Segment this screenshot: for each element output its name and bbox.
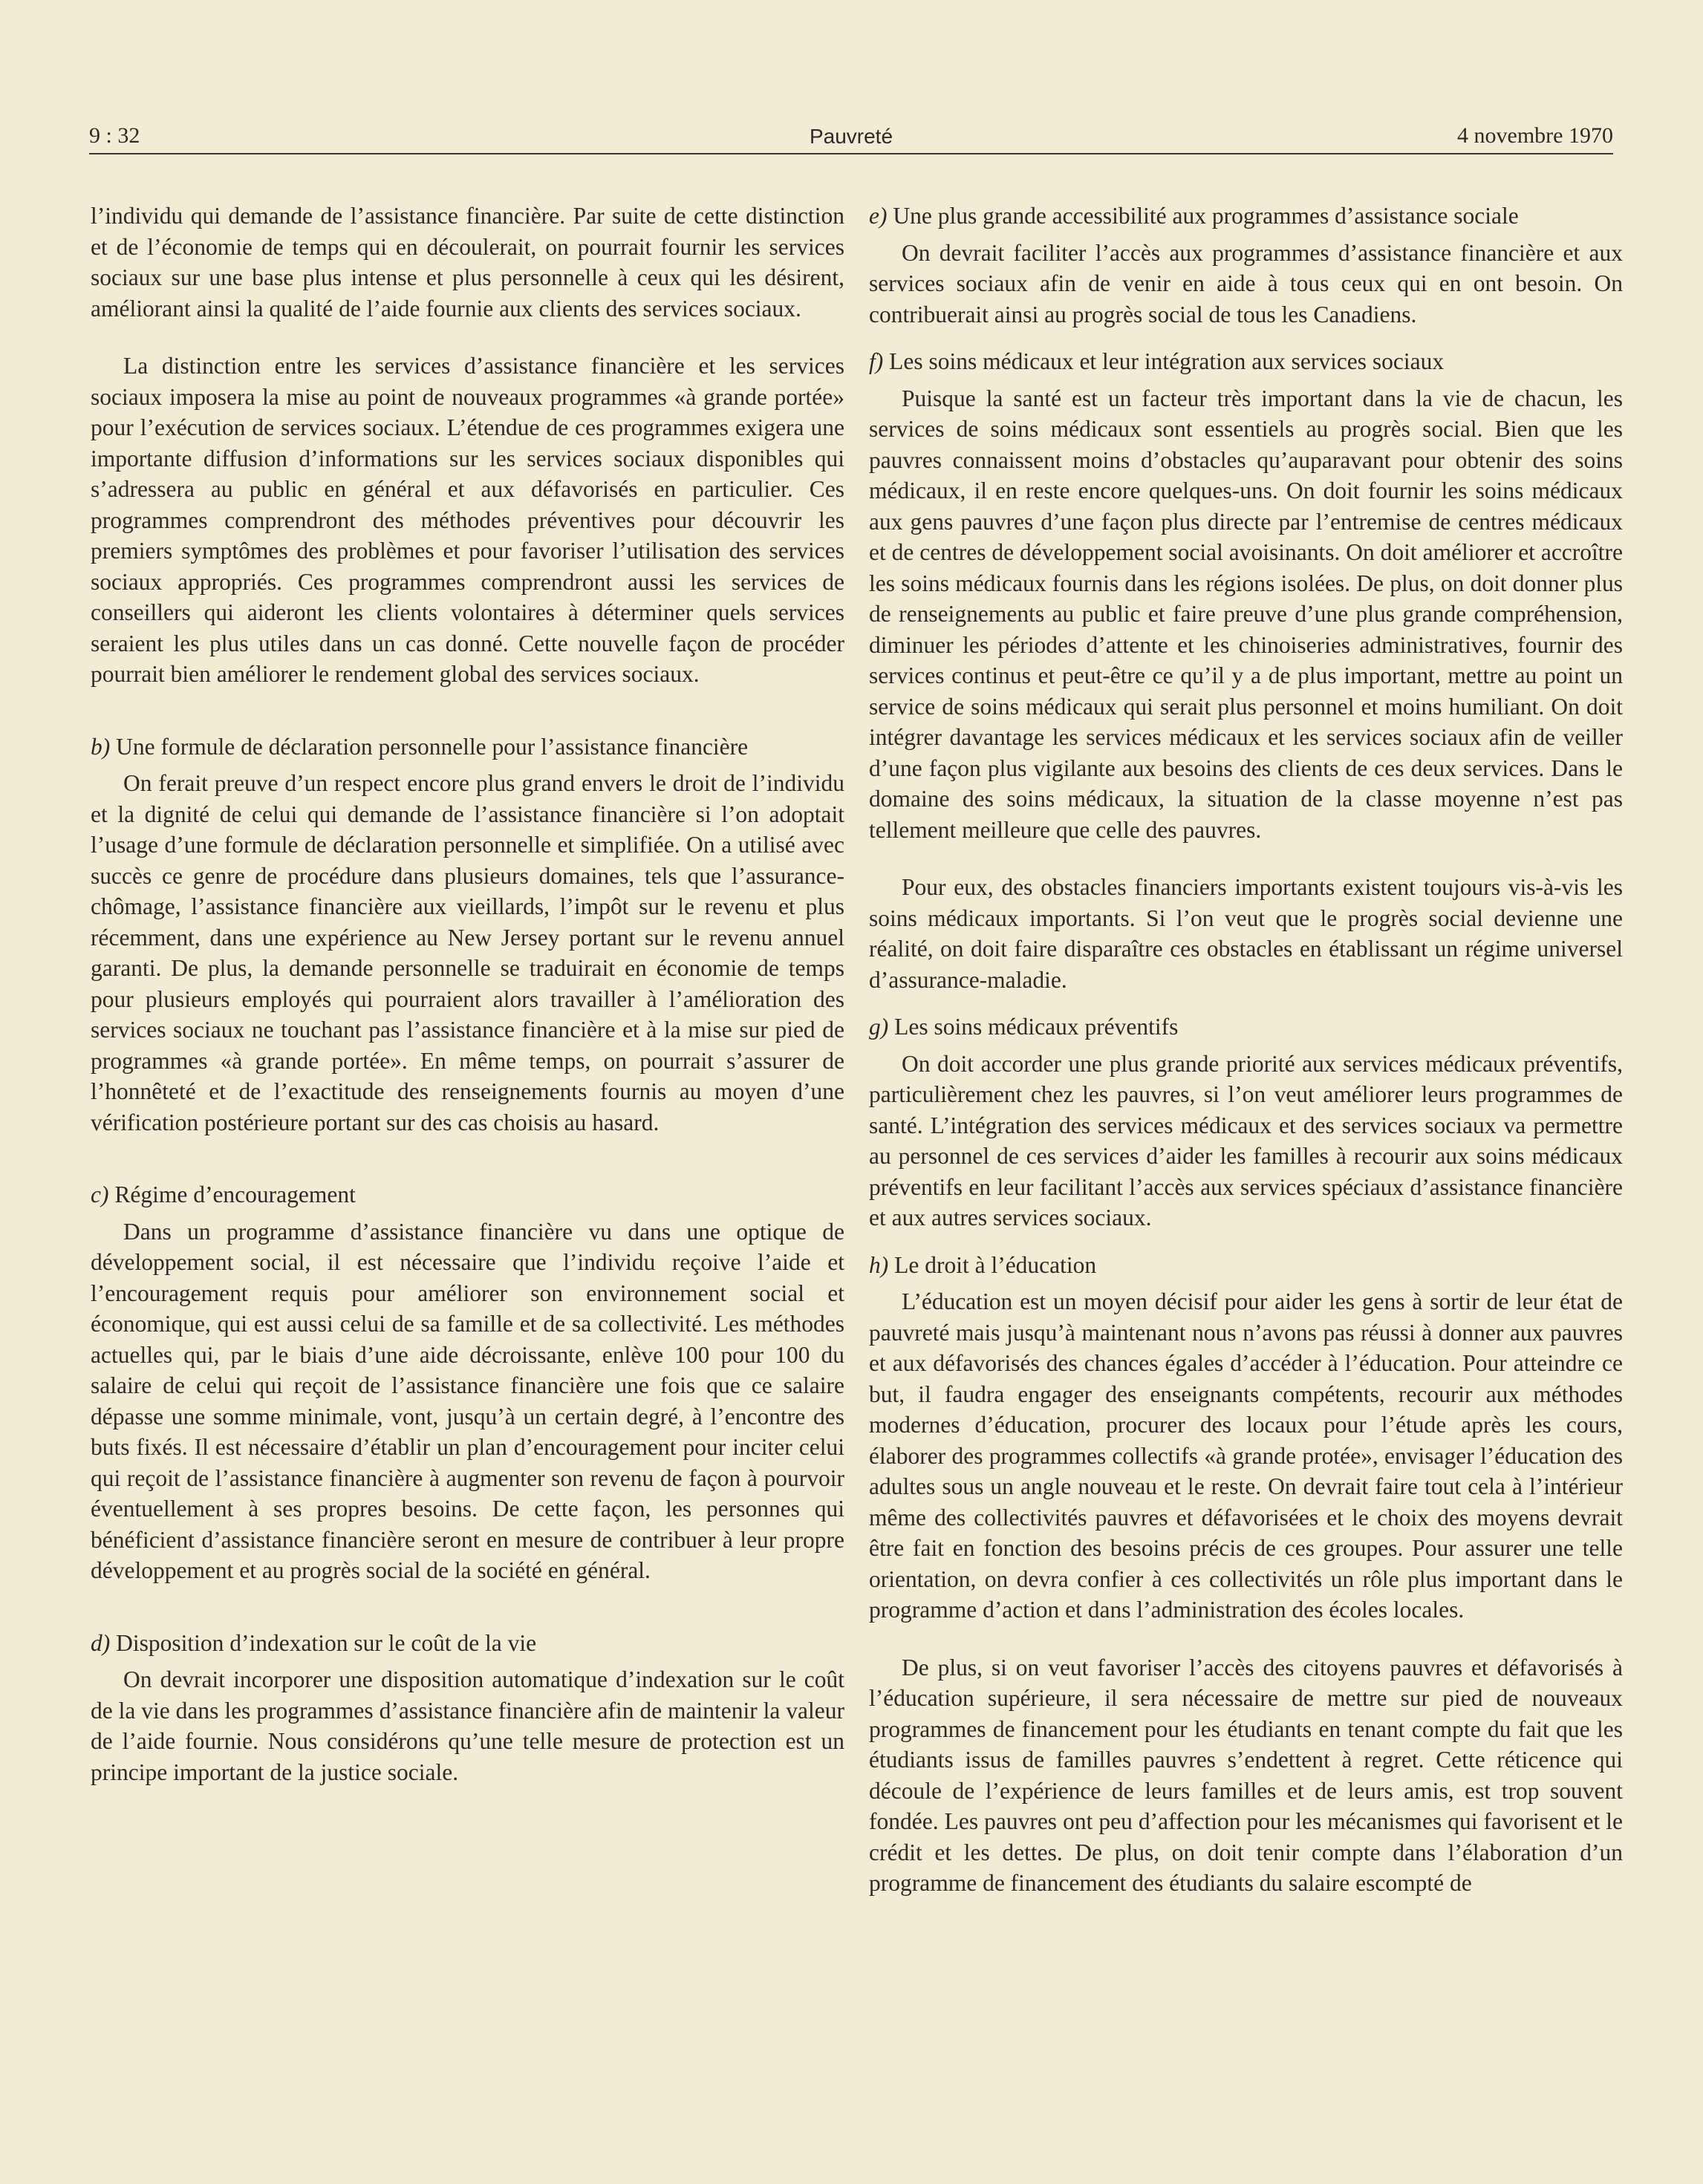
- section-heading-d: [91, 1628, 844, 1659]
- section-letter: d): [91, 1629, 111, 1656]
- section-title: Le droit à l’éducation: [894, 1251, 1097, 1278]
- section-letter: b): [91, 733, 111, 760]
- section-title: Les soins médicaux et leur intégration aux services sociaux: [889, 348, 1445, 374]
- paragraph: Puisque la santé est un facteur très important dans la vie de chacun, les services de soins médicaux sont essentiels au progrès social. Bien que les pauvres connaissent moins d’obstacles qu’auparavant pour obtenir des soins médicaux, il en reste encore quelques-uns. On doit fournir les soins médicaux aux gens pauvres d’une façon plus directe par l’entremise de centres médicaux et de centres de développement social avoisinants. On doit améliorer et accroître les soins médicaux fournis dans les régions isolées. De plus, on doit donner plus de renseignements au public et faire preuve d’une plus grande compréhension, diminuer les périodes d’attente et les chinoiseries administratives, fournir des services continus et peut-être ce qu’il y a de plus important, mettre au point un service de soins médicaux qui serait plus personnel et moins humiliant. On doit intégrer davantage les services médicaux et les services sociaux afin de veiller d’une façon plus vigilante aux besoins des clients de ces deux services. Dans le domaine des soins médicaux, la situation de la classe moyenne n’est pas tellement meilleure que celle des pauvres.: [869, 385, 1623, 843]
- paragraph: On devrait faciliter l’accès aux programmes d’assistance financière et aux services sociaux afin de venir en aide à tous ceux qui en ont besoin. On contribuerait ainsi au progrès social de tous les Canadiens.: [869, 239, 1623, 327]
- paragraph: On doit accorder une plus grande priorité aux services médicaux préventifs, particulièrement chez les pauvres, si l’on veut améliorer leurs programmes de santé. L’intégration des services médicaux et des services sociaux va permettre au personnel de ces services d’aider les familles à recourir aux soins médicaux préventifs en leur facilitant l’accès aux services spéciaux d’assistance financière et aux autres services sociaux.: [869, 1050, 1623, 1230]
- section-heading-g: [869, 1011, 1623, 1043]
- section-heading-h: [869, 1250, 1623, 1281]
- section-title: Une formule de déclaration personnelle pour l’assistance financière: [116, 733, 749, 760]
- paragraph: De plus, si on veut favoriser l’accès des citoyens pauvres et défavorisés à l’éducation supérieure, il sera nécessaire de mettre sur pied de nouveaux programmes de financement pour les étudiants en tenant compte du fait que les étudiants issus de familles pauvres s’endettent à regret. Cette réticence qui découle de l’expérience de leurs familles et de leurs amis, est trop souvent fondée. Les pauvres ont peu d’affection pour les mécanismes qui favorisent et le crédit et les dettes. De plus, on doit tenir compte dans l’élaboration d’un programme de financement des étudiants du salaire escompté de: [869, 1654, 1623, 1896]
- section-title: Disposition d’indexation sur le coût de la vie: [116, 1629, 537, 1656]
- section-title: Les soins médicaux préventifs: [894, 1014, 1179, 1040]
- header-date: 4 novembre 1970: [1457, 123, 1613, 148]
- paragraph: Pour eux, des obstacles financiers importants existent toujours vis-à-vis les soins médicaux importants. Si l’on veut que le progrès social devienne une réalité, on doit faire disparaître ces obstacles en établissant un régime universel d’assurance-maladie.: [869, 874, 1623, 993]
- right-column: [869, 201, 1623, 1899]
- section-title: Une plus grande accessibilité aux programmes d’assistance sociale: [893, 203, 1519, 229]
- paragraph-continued: l’individu qui demande de l’assistance financière. Par suite de cette distinction et de l’économie de temps qui en découlerait, on pourrait fournir les services sociaux sur une base plus intense et plus personnelle à ceux qui les désirent, améliorant ainsi la qualité de l’aide fournie aux clients des services sociaux.: [91, 203, 844, 322]
- section-heading-c: [91, 1179, 844, 1210]
- section-heading-b: [91, 731, 844, 763]
- paragraph: L’éducation est un moyen décisif pour aider les gens à sortir de leur état de pauvreté mais jusqu’à maintenant nous n’avons pas réussi à donner aux pauvres et aux défavorisés des chances égales d’accéder à l’éducation. Pour atteindre ce but, il faudra engager des enseignants compétents, recourir aux méthodes modernes d’éducation, procurer des locaux pour l’étude après les cours, élaborer des programmes collectifs «à grande protée», envisager l’éducation des adultes sous un angle nouveau et le reste. On devrait faire tout cela à l’intérieur même des collectivités pauvres et défavorisées et le choix des moyens devrait être fait en fonction des besoins précis de ces groupes. Pour assurer une telle orientation, on devra confier à ces collectivités un rôle plus important dans le programme d’action et dans l’administration des écoles locales.: [869, 1288, 1623, 1623]
- section-letter: h): [869, 1251, 889, 1278]
- section-letter: e): [869, 203, 888, 229]
- section-letter: g): [869, 1014, 889, 1040]
- paragraph: Dans un programme d’assistance financière vu dans une optique de développement social, il est nécessaire que l’individu reçoive l’aide et l’encouragement requis pour améliorer son environnement social et économique, qui est aussi celui de sa famille et de sa collectivité. Les méthodes actuelles qui, par le biais d’une aide décroissante, enlève 100 pour 100 du salaire de celui qui reçoit de l’assistance financière une fois que ce salaire dépasse une somme minimale, vont, jusqu’à un certain degré, à l’encontre des buts fixés. Il est nécessaire d’établir un plan d’encouragement pour inciter celui qui reçoit de l’assistance financière à augmenter son revenu de façon à pourvoir éventuellement à ses propres besoins. De cette façon, les personnes qui bénéficient d’assistance financière seront en mesure de contribuer à leur propre développement et au progrès social de la société en général.: [91, 1218, 844, 1583]
- left-column: [91, 201, 844, 1787]
- paragraph: On ferait preuve d’un respect encore plus grand envers le droit de l’individu et la dignité de celui qui demande de l’assistance financière si l’on adoptait l’usage d’une formule de déclaration personnelle et simplifiée. On a utilisé avec succès ce genre de procédure dans plusieurs domaines, tels que l’assurance-chômage, l’assistance financière aux vieillards, l’impôt sur le revenu et plus récemment, dans une expérience au New Jersey portant sur le revenu annuel garanti. De plus, la demande personnelle se traduirait en économie de temps pour plusieurs employés qui pourraient alors travailler à l’amélioration des services sociaux ne touchant pas l’assistance financière et à la mise sur pied de programmes «à grande portée». En même temps, on pourrait s’assurer de l’honnêteté et de l’exactitude des renseignements fournis au moyen d’une vérification postérieure portant sur des cas choisis au hasard.: [91, 770, 844, 1135]
- page-number: 9 : 32: [89, 123, 140, 148]
- page-header: [89, 111, 1613, 154]
- section-letter: f): [869, 348, 884, 374]
- paragraph: On devrait incorporer une disposition automatique d’indexation sur le coût de la vie dans les programmes d’assistance financière afin de maintenir la valeur de l’aide fournie. Nous considérons qu’une telle mesure de protection est un principe important de la justice sociale.: [91, 1666, 844, 1785]
- running-title: Pauvreté: [809, 125, 893, 148]
- section-heading-f: [869, 346, 1623, 377]
- section-title: Régime d’encouragement: [114, 1181, 356, 1207]
- section-letter: c): [91, 1181, 109, 1207]
- section-heading-e: [869, 201, 1623, 232]
- paragraph: La distinction entre les services d’assistance financière et les services sociaux imposera la mise au point de nouveaux programmes «à grande portée» pour l’exécution de services sociaux. L’étendue de ces programmes exigera une importante diffusion d’informations sur les services sociaux disponibles qui s’adressera au public en général et aux défavorisés en particulier. Ces programmes comprendront des méthodes préventives pour découvrir les premiers symptômes des problèmes et pour favoriser l’utilisation des services sociaux appropriés. Ces programmes comprendront aussi les services de conseillers qui aideront les clients volontaires à déterminer quels services seraient les plus utiles dans un cas donné. Cette nouvelle façon de procéder pourrait bien améliorer le rendement global des services sociaux.: [91, 353, 844, 687]
